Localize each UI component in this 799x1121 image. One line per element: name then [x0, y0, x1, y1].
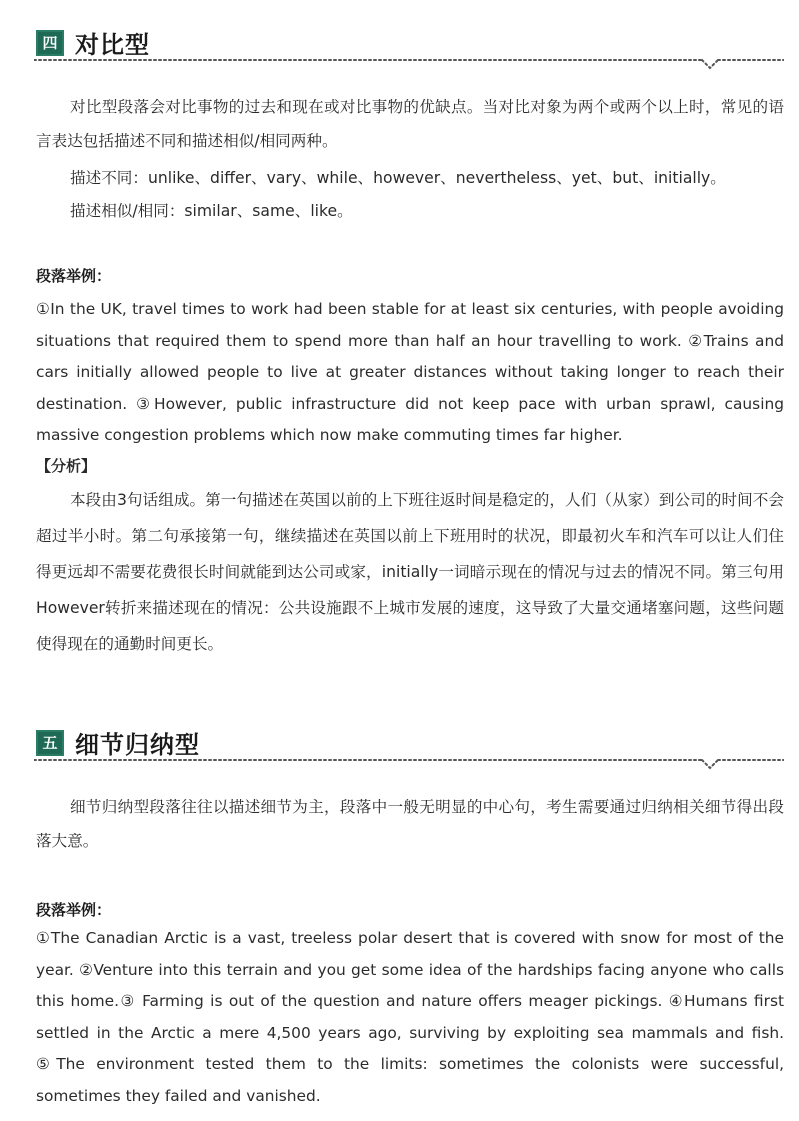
- arctic-sentence-3: ③ Farming is out of the question and nature offers meager pickings.: [118, 992, 663, 1010]
- example-sentence-1: ①In the UK, travel times to work had been stable for at least six centuries, with people avoiding situations that required them to spend more than half an hour travelling to work.: [36, 300, 784, 350]
- section-4-title: 对比型: [75, 31, 150, 59]
- example-sentence-3: ③However, public infrastructure did not keep pace with urban sprawl, causing massive congestion problems which now make commuting times far higher.: [36, 394, 784, 444]
- analysis-label: 【分析】: [36, 457, 97, 475]
- section-5-header: [36, 725, 784, 760]
- different-words-line: 描述不同：unlike、differ、vary、while、however、nevertheless、yet、but、initially。: [70, 169, 726, 187]
- example-sentence-2: ②Trains and cars initially allowed people to live at greater distances without taking longer to reach their destination.: [36, 331, 785, 413]
- section-4-example-label: 段落举例：: [36, 267, 112, 285]
- section-4-example-paragraph: [36, 294, 784, 452]
- arctic-sentence-2: ②Venture into this terrain and you get some idea of the hardships facing anyone who calls this home.: [36, 960, 784, 1010]
- section-5-example-paragraph: [36, 923, 784, 1112]
- section-5-title: 细节归纳型: [75, 731, 200, 759]
- similar-words-line: 描述相似/相同：similar、same、like。: [70, 202, 353, 220]
- analysis-text: 本段由3句话组成。第一句描述在英国以前的上下班往返时间是稳定的，人们（从家）到公司的时间不会超过半小时。第二句承接第一句，继续描述在英国以前上下班用时的状况，即最初火车和汽车可以让人们住得更远却不需要花费很长时间就能到达公司或家，initially一词暗示现在的情况与过去的情况不同。第三句用However转折来描述现在的情况：公共设施跟不上城市发展的速度，这导致了大量交通堵塞问题，这些问题使得现在的通勤时间更长。: [36, 491, 785, 653]
- section-5-example-label: 段落举例：: [36, 901, 112, 919]
- section-4-divider: [34, 56, 784, 70]
- arctic-sentence-5: ⑤The environment tested them to the limits: sometimes the colonists were successful, sometimes they failed and vanished.: [36, 1055, 784, 1105]
- section-4-header: [36, 25, 784, 60]
- arctic-sentence-1: ①The Canadian Arctic is a vast, treeless polar desert that is covered with snow for most of the year.: [36, 929, 784, 979]
- section-4-intro: 对比型段落会对比事物的过去和现在或对比事物的优缺点。当对比对象为两个或两个以上时，常见的语言表达包括描述不同和描述相似/相同两种。: [36, 98, 784, 150]
- section-5-divider: [34, 756, 784, 770]
- arctic-sentence-4: ④Humans first settled in the Arctic a mere 4,500 years ago, surviving by exploiting sea mammals and fish.: [36, 992, 784, 1042]
- section-5-intro: 细节归纳型段落往往以描述细节为主，段落中一般无明显的中心句，考生需要通过归纳相关细节得出段落大意。: [36, 798, 784, 850]
- section-5-number-badge: 五: [36, 730, 64, 756]
- section-4-number-badge: 四: [36, 30, 64, 56]
